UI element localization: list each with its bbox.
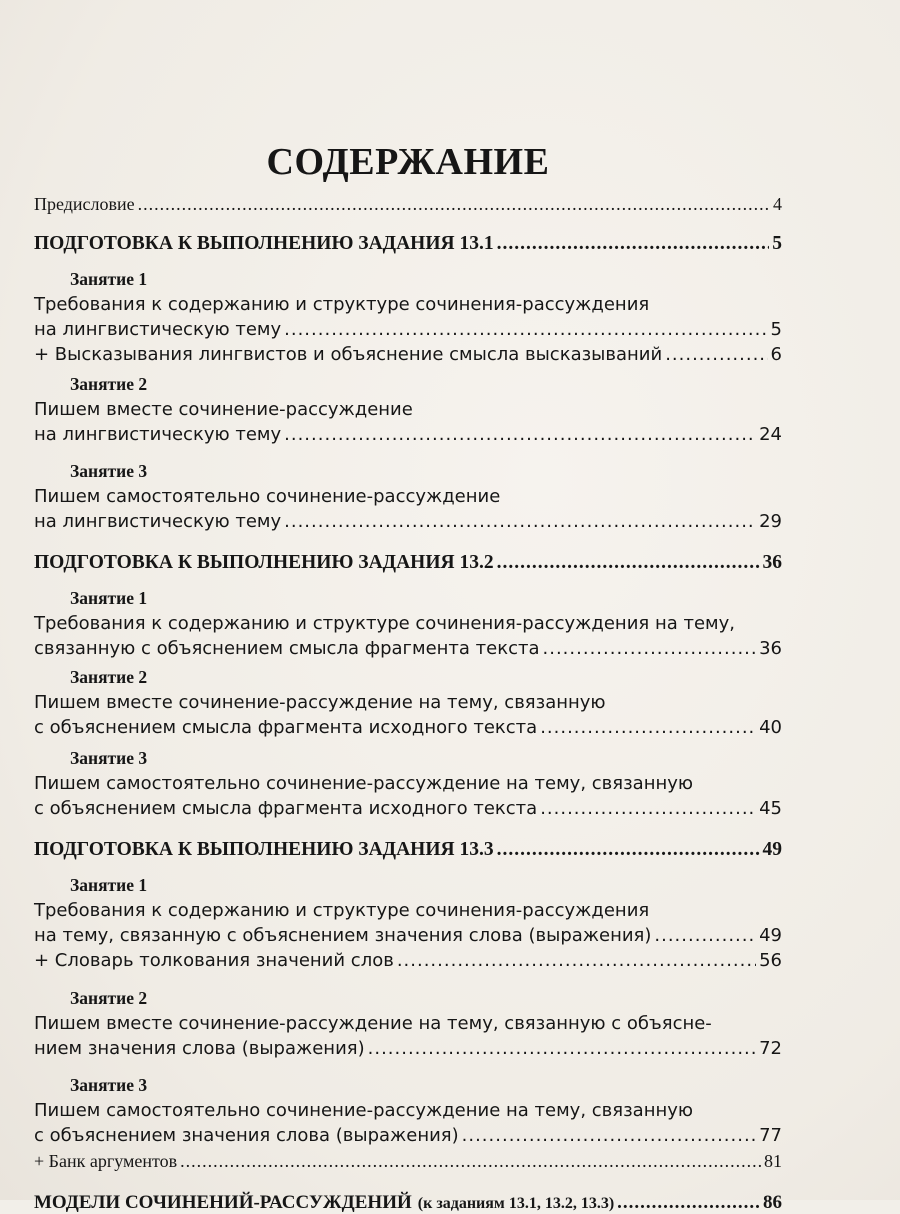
dot-leader	[540, 796, 756, 821]
page-title: СОДЕРЖАНИЕ	[266, 141, 550, 183]
page-number: 49	[759, 925, 782, 946]
lesson-label: Занятие 1	[70, 588, 148, 608]
toc-entry-last-line: с объяснением смысла фрагмента исходного текста ..... 45	[34, 796, 782, 821]
dot-leader	[540, 715, 756, 740]
dot-leader	[497, 233, 770, 255]
page-number: 29	[759, 511, 782, 532]
dot-leader	[284, 509, 756, 534]
dot-leader	[665, 342, 767, 368]
models-note: (к заданиям 13.1, 13.2, 13.3)	[417, 1195, 615, 1212]
dot-leader	[497, 839, 760, 861]
toc-entry-preface	[34, 194, 782, 215]
page-number: 45	[759, 798, 782, 819]
toc-entry-last-line: связанную с объяснением смысла фрагмента текста ..... 36	[34, 636, 782, 661]
section-heading-13-3: ПОДГОТОВКА К ВЫПОЛНЕНИЮ ЗАДАНИЯ 13.3 ..... 49	[34, 839, 782, 861]
lesson-label: Занятие 3	[70, 748, 148, 768]
toc-entry-text: Пишем вместе сочинение-рассуждение на тему, связанную с объясне-	[34, 1013, 712, 1034]
toc-entry-text: Требования к содержанию и структуре сочинения-рассуждения	[34, 900, 650, 921]
page-number: 36	[759, 638, 782, 659]
page-number: 5	[770, 319, 782, 340]
page-number: 56	[759, 950, 782, 971]
dot-leader	[397, 948, 756, 974]
toc-entry-last-line: с объяснением смысла фрагмента исходного текста ..... 40	[34, 715, 782, 740]
toc-entry-text: Пишем вместе сочинение-рассуждение на тему, связанную	[34, 692, 606, 713]
section-heading-13-2: ПОДГОТОВКА К ВЫПОЛНЕНИЮ ЗАДАНИЯ 13.2 ..... 36	[34, 552, 782, 574]
page-number: 36	[762, 552, 782, 573]
dot-leader	[180, 1148, 761, 1174]
lesson-label: Занятие 3	[70, 1075, 148, 1095]
page-number: 6	[770, 344, 782, 365]
lesson-label: Занятие 2	[70, 988, 148, 1008]
toc-entry-last-line: на тему, связанную с объяснением значения слова (выражения) ..... 49	[34, 923, 782, 948]
page-number: 49	[762, 839, 782, 860]
toc-entry-text: Пишем вместе сочинение-рассуждение	[34, 399, 413, 420]
dot-leader	[654, 923, 756, 948]
toc-entry-last-line: на лингвистическую тему ..... 5	[34, 317, 782, 342]
dot-leader	[462, 1123, 756, 1148]
lesson-label: Занятие 1	[70, 269, 148, 289]
toc-entry-last-line: на лингвистическую тему ..... 29	[34, 509, 782, 534]
toc-entry-supplement: + Словарь толкования значений слов ..... 56	[34, 948, 782, 974]
toc-entry-label: Предисловие	[34, 194, 135, 214]
toc-entry-last-line: нием значения слова (выражения) ..... 72	[34, 1036, 782, 1061]
toc-entry-last-line: на лингвистическую тему ..... 24	[34, 422, 782, 447]
page-number: 40	[759, 717, 782, 738]
toc-entry-last-line: с объяснением значения слова (выражения) ..... 77	[34, 1123, 782, 1148]
toc-entry-text: Пишем самостоятельно сочинение-рассуждение на тему, связанную	[34, 1100, 694, 1121]
toc-entry-text: Требования к содержанию и структуре сочинения-рассуждения	[34, 294, 650, 315]
page-number: 4	[773, 194, 782, 214]
page-number: 24	[759, 424, 782, 445]
dot-leader	[617, 1192, 760, 1214]
section-heading-13-1: ПОДГОТОВКА К ВЫПОЛНЕНИЮ ЗАДАНИЯ 13.1 ..... 5	[34, 233, 782, 255]
toc-entry-text: Пишем самостоятельно сочинение-рассуждение	[34, 486, 501, 507]
table-of-contents	[34, 140, 782, 1214]
dot-leader	[543, 636, 757, 661]
dot-leader	[284, 317, 767, 342]
page-number: 77	[759, 1125, 782, 1146]
lesson-label: Занятие 3	[70, 461, 148, 481]
lesson-label: Занятие 2	[70, 374, 148, 394]
dot-leader	[497, 552, 760, 574]
lesson-label: Занятие 1	[70, 875, 148, 895]
toc-entry-supplement: + Банк аргументов ..... 81	[34, 1148, 782, 1174]
page-number: 81	[764, 1151, 782, 1171]
dot-leader	[368, 1036, 756, 1061]
lesson-label: Занятие 2	[70, 667, 148, 687]
toc-entry-models: МОДЕЛИ СОЧИНЕНИЙ-РАССУЖДЕНИЙ (к заданиям 13.1, 13.2, 13.3) ..... 86	[34, 1192, 782, 1214]
page-number: 72	[759, 1038, 782, 1059]
dot-leader	[138, 194, 770, 215]
toc-entry-supplement: + Высказывания лингвистов и объяснение смысла высказываний ..... 6	[34, 342, 782, 368]
page-number: 86	[763, 1192, 782, 1213]
dot-leader	[284, 422, 756, 447]
toc-entry-text: Требования к содержанию и структуре сочинения-рассуждения на тему,	[34, 613, 735, 634]
toc-entry-text: Пишем самостоятельно сочинение-рассуждение на тему, связанную	[34, 773, 694, 794]
page-number: 5	[772, 233, 782, 254]
